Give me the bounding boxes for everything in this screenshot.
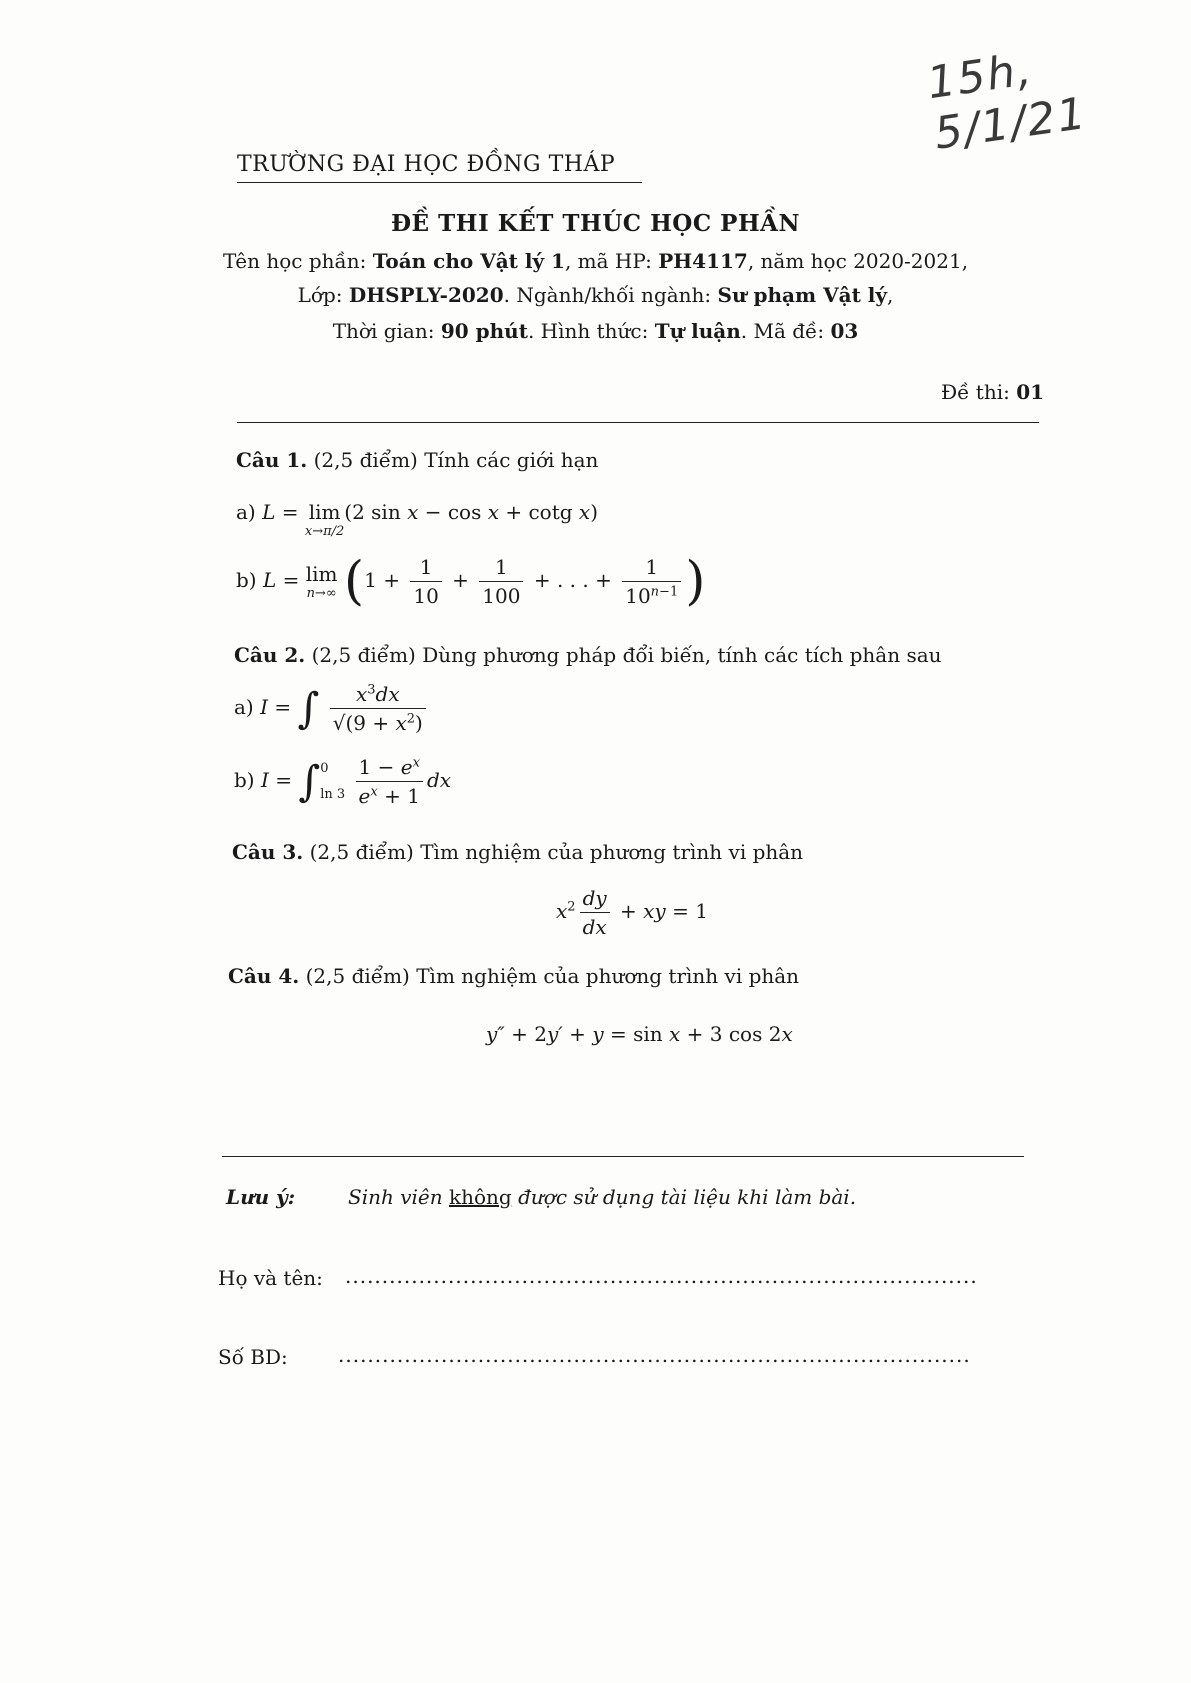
class-label: Lớp:: [297, 283, 349, 307]
exam-number-line: [941, 380, 1044, 404]
note-emphasis: không: [449, 1185, 512, 1209]
question-2: [234, 643, 942, 667]
duration-label: Thời gian:: [332, 319, 441, 343]
school-name: TRƯỜNG ĐẠI HỌC ĐỒNG THÁP: [237, 152, 616, 177]
formula-1b: b) L = lim n→∞ (1 + $\frac{1}{10}$ + $\frac{1}{100}$ + . . . + $\frac{1}{10^{n-1}}$ ): [236, 551, 706, 612]
course-line: [0, 249, 1191, 273]
duration: 90 phút: [440, 319, 528, 343]
candidate-id-label: Số BD:: [218, 1345, 288, 1369]
form-label: . Hình thức:: [527, 319, 655, 343]
time-line: [0, 319, 1191, 343]
major-name: Sư phạm Vật lý: [717, 283, 887, 307]
header-divider: [237, 422, 1039, 423]
exam-title: ĐỀ THI KẾT THÚC HỌC PHẦN: [390, 210, 801, 237]
note-post: được sử dụng tài liệu khi làm bài.: [511, 1185, 857, 1209]
exam-number-label: Đề thi:: [941, 380, 1017, 404]
question-3: [232, 840, 803, 864]
school-underline: [237, 182, 642, 183]
course-code: PH4117: [658, 249, 748, 273]
question-3-text: (2,5 điểm) Tìm nghiệm của phương trình vi phân: [309, 840, 804, 864]
question-2-label: Câu 2.: [234, 643, 306, 667]
footer-divider: [222, 1156, 1024, 1157]
course-name: Toán cho Vật lý 1: [372, 249, 565, 273]
course-label: Tên học phần:: [222, 249, 373, 273]
question-4-label: Câu 4.: [228, 964, 300, 988]
formula-1a: a) L = lim x→π/2 (2 sin x − cos x + cotg x): [236, 500, 598, 539]
formula-2a: a) I = ∫ $\frac{x^3dx}{√(9 + x^2)}$: [234, 682, 430, 735]
name-label: Họ và tên:: [218, 1266, 323, 1290]
exam-code-label: . Mã đề:: [740, 319, 831, 343]
school-year: , năm học 2020-2021,: [747, 249, 969, 273]
exam-form: Tự luận: [654, 319, 741, 343]
major-comma: ,: [886, 283, 894, 307]
class-name: DHSPLY-2020: [348, 283, 504, 307]
major-label: . Ngành/khối ngành:: [503, 283, 718, 307]
formula-3: $x^2$ $\frac{dy}{dx}$ + xy = 1: [556, 886, 708, 939]
question-1: [236, 448, 598, 472]
exam-number: 01: [1016, 380, 1045, 404]
handwritten-note: 15h, 5/1/21: [924, 43, 1091, 160]
candidate-id-dots: ......................................................................................: [338, 1343, 971, 1367]
question-4: [228, 964, 799, 988]
note-pre: Sinh viên: [348, 1185, 449, 1209]
class-line: [0, 283, 1191, 307]
exam-code: 03: [830, 319, 859, 343]
question-2-text: (2,5 điểm) Dùng phương pháp đổi biến, tính các tích phân sau: [311, 643, 942, 667]
note-label: Lưu ý:: [226, 1185, 296, 1209]
name-field-dots: ......................................................................................: [345, 1264, 978, 1288]
question-1-text: (2,5 điểm) Tính các giới hạn: [313, 448, 599, 472]
question-3-label: Câu 3.: [232, 840, 304, 864]
question-1-label: Câu 1.: [236, 448, 308, 472]
note-text: [348, 1185, 856, 1209]
formula-2b: b) I = ∫ 0 ln 3 $\frac{1 - e^x}{e^x + 1}$ dx: [234, 755, 452, 808]
question-4-text: (2,5 điểm) Tìm nghiệm của phương trình vi phân: [305, 964, 800, 988]
course-code-label: , mã HP:: [564, 249, 659, 273]
formula-4: y″ + 2y′ + y = sin x + 3 cos 2x: [486, 1022, 793, 1046]
